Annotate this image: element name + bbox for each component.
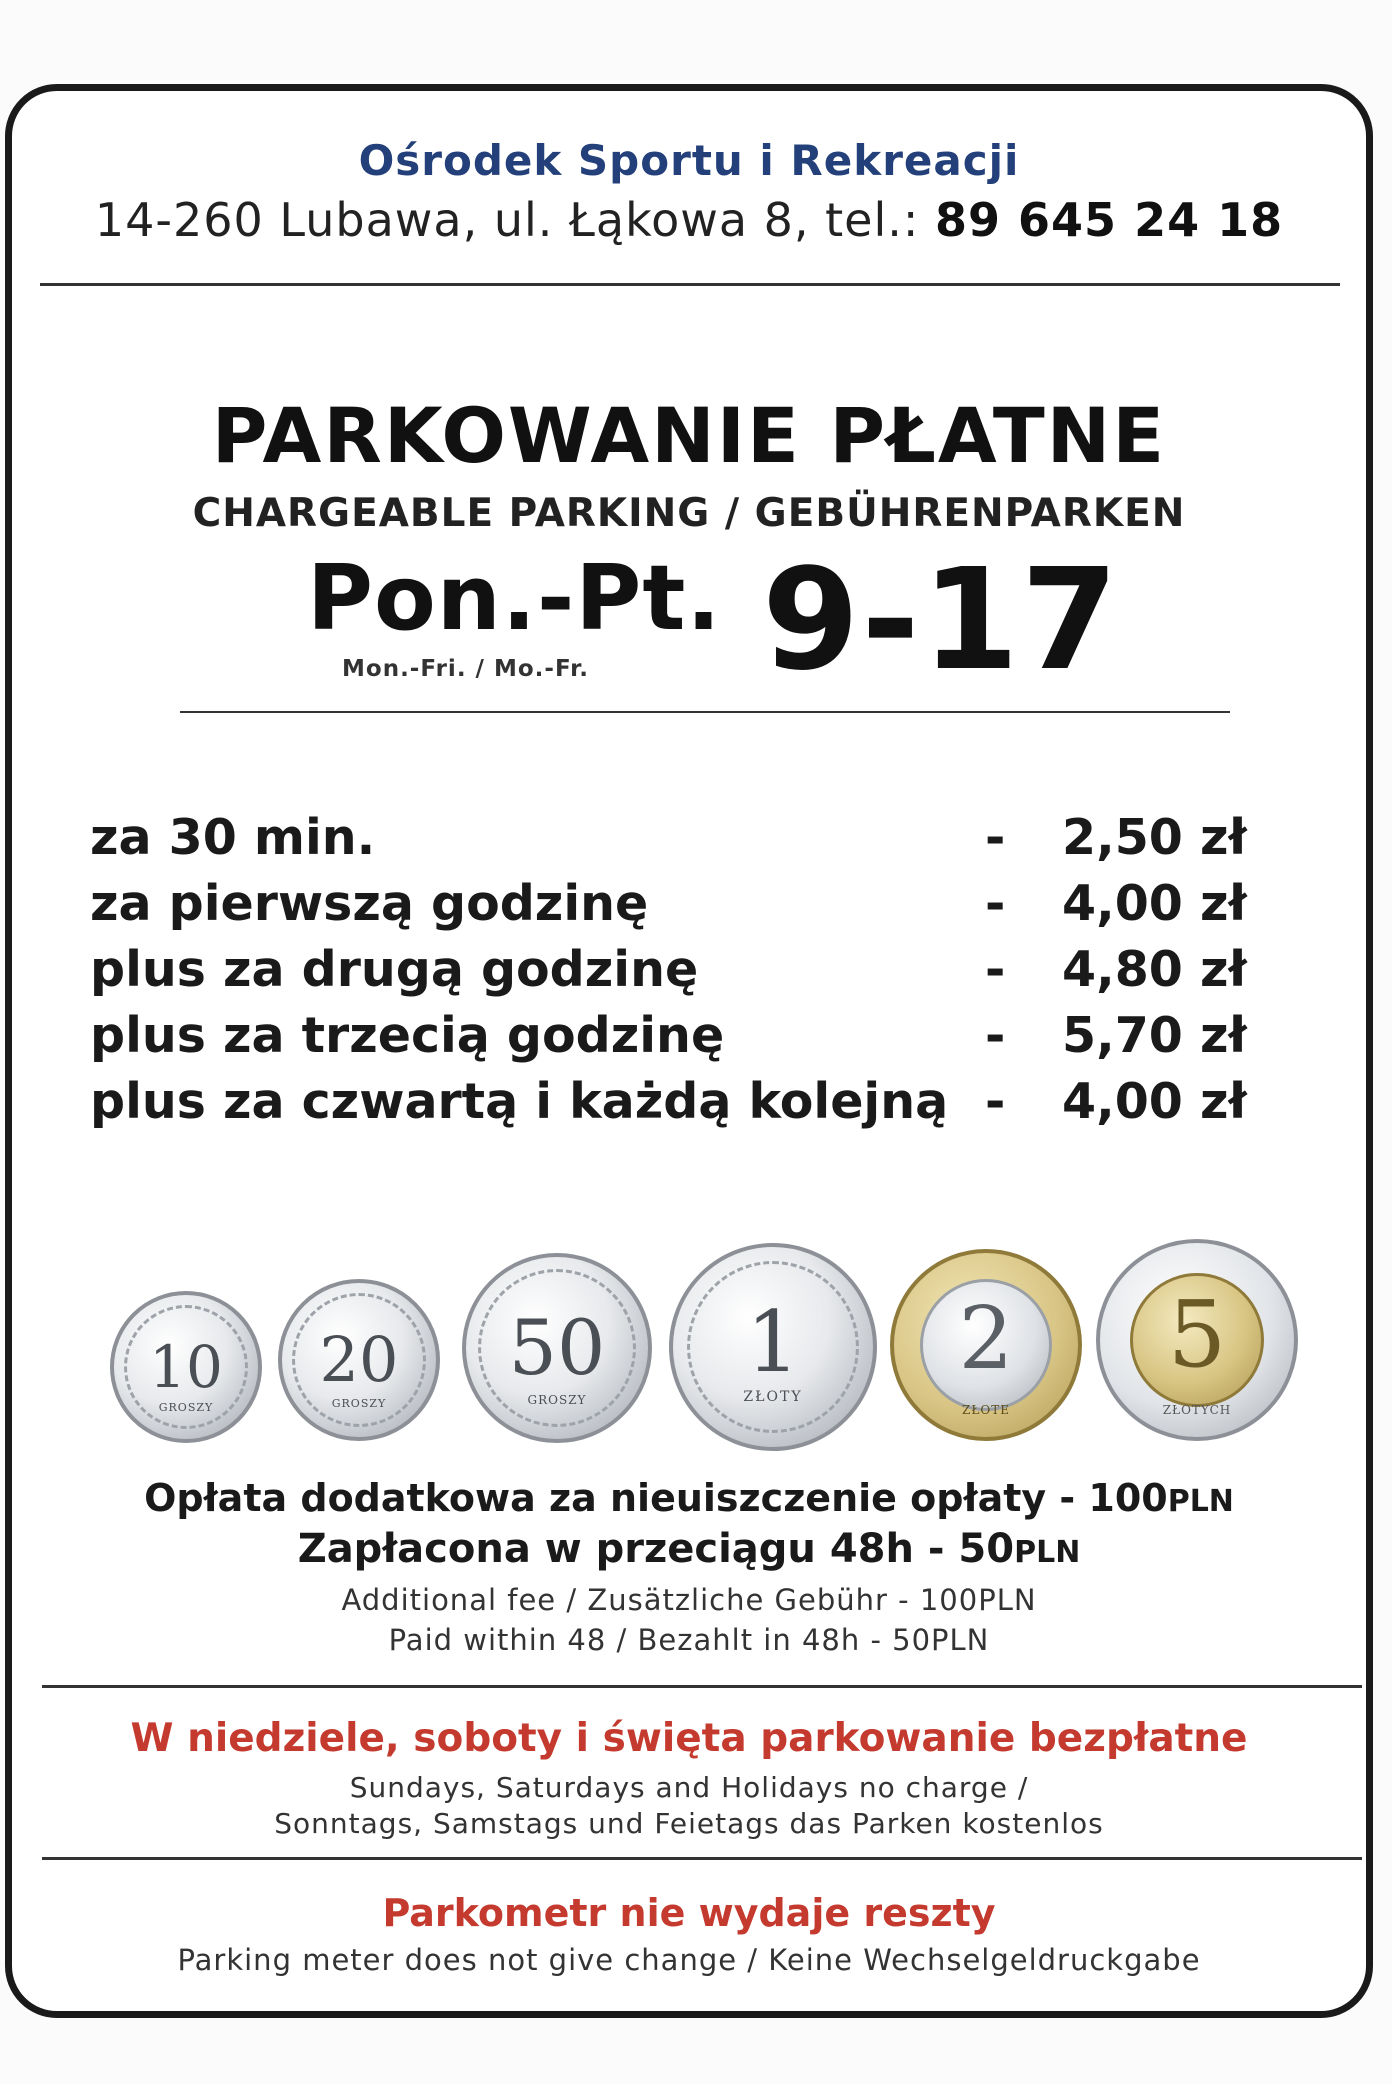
coin-5-zlotych	[1096, 1239, 1298, 1441]
coin-2-zlote	[890, 1249, 1082, 1441]
coin-10-groszy	[110, 1291, 262, 1443]
fee-row	[90, 941, 1270, 1007]
fee-dash: -	[985, 875, 1006, 932]
surcharge-line	[12, 1476, 1366, 1520]
fee-dash: -	[985, 809, 1006, 866]
days-label: Pon.-Pt.	[307, 546, 722, 651]
reduced-surcharge-text: Zapłacona w przeciągu 48h - 50	[297, 1526, 1015, 1572]
free-parking-german: Sonntags, Samstags und Feietags das Parken kostenlos	[274, 1807, 1104, 1840]
currency-unit: PLN	[1167, 1484, 1234, 1519]
notice-sheet	[5, 84, 1373, 2018]
divider	[40, 283, 1340, 286]
fee-label: plus za czwartą i każdą kolejną	[90, 1073, 949, 1130]
coin-value: 5	[1167, 1281, 1227, 1388]
coin-50-groszy	[462, 1253, 652, 1443]
fee-row	[90, 1007, 1270, 1073]
coin-value: 20	[319, 1323, 399, 1396]
no-change-translation: Parking meter does not give change / Keine Wechselgeldruckgabe	[177, 1943, 1201, 1977]
fee-label: plus za trzecią godzinę	[90, 1007, 725, 1064]
coin-unit: GROSZY	[158, 1401, 214, 1414]
coin-1-zloty	[669, 1243, 877, 1451]
fee-label: za pierwszą godzinę	[90, 875, 649, 932]
reduced-surcharge-line	[12, 1526, 1366, 1572]
free-parking-notice: W niedziele, soboty i święta parkowanie bezpłatne	[130, 1716, 1248, 1761]
surcharge-translation: Additional fee / Zusätzliche Gebühr - 100PLN	[341, 1583, 1037, 1617]
coin-unit: ZŁOTE	[962, 1403, 1010, 1417]
fee-label: za 30 min.	[90, 809, 376, 866]
free-parking-english: Sundays, Saturdays and Holidays no charge /	[349, 1771, 1029, 1804]
coin-value: 2	[958, 1289, 1014, 1389]
fee-row	[90, 809, 1270, 875]
days-translation: Mon.-Fri. / Mo.-Fr.	[342, 656, 589, 682]
divider	[180, 711, 1230, 713]
no-change-notice: Parkometr nie wydaje reszty	[382, 1891, 996, 1935]
fee-row	[90, 1073, 1270, 1139]
coin-unit: ZŁOTY	[743, 1389, 803, 1405]
hours-label: 9-17	[762, 539, 1121, 702]
fee-price: 4,00 zł	[1062, 875, 1247, 932]
fee-row	[90, 875, 1270, 941]
fee-price: 5,70 zł	[1062, 1007, 1247, 1064]
main-title: PARKOWANIE PŁATNE	[211, 391, 1167, 480]
coin-unit: GROSZY	[527, 1393, 587, 1407]
phone-number: 89 645 24 18	[935, 193, 1284, 247]
coin-value: 1	[746, 1293, 800, 1391]
address-text: 14-260 Lubawa, ul. Łąkowa 8, tel.:	[94, 193, 920, 247]
fee-dash: -	[985, 941, 1006, 998]
address-line	[12, 193, 1366, 247]
organization-name: Ośrodek Sportu i Rekreacji	[358, 136, 1020, 185]
fee-dash: -	[985, 1007, 1006, 1064]
coin-value: 10	[149, 1333, 223, 1401]
coin-unit: ZŁOTYCH	[1162, 1403, 1232, 1417]
fee-price: 2,50 zł	[1062, 809, 1247, 866]
fee-price: 4,00 zł	[1062, 1073, 1247, 1130]
coin-value: 50	[508, 1303, 606, 1392]
fee-label: plus za drugą godzinę	[90, 941, 699, 998]
divider	[42, 1857, 1362, 1860]
fee-price: 4,80 zł	[1062, 941, 1247, 998]
reduced-surcharge-translation: Paid within 48 / Bezahlt in 48h - 50PLN	[388, 1623, 990, 1657]
coin-unit: GROSZY	[331, 1397, 387, 1410]
subtitle: CHARGEABLE PARKING / GEBÜHRENPARKEN	[192, 491, 1186, 536]
coin-20-groszy	[278, 1279, 440, 1441]
fee-dash: -	[985, 1073, 1006, 1130]
currency-unit: PLN	[1014, 1535, 1081, 1570]
divider	[42, 1685, 1362, 1688]
surcharge-text: Opłata dodatkowa za nieuiszczenie opłaty - 100	[144, 1476, 1168, 1520]
